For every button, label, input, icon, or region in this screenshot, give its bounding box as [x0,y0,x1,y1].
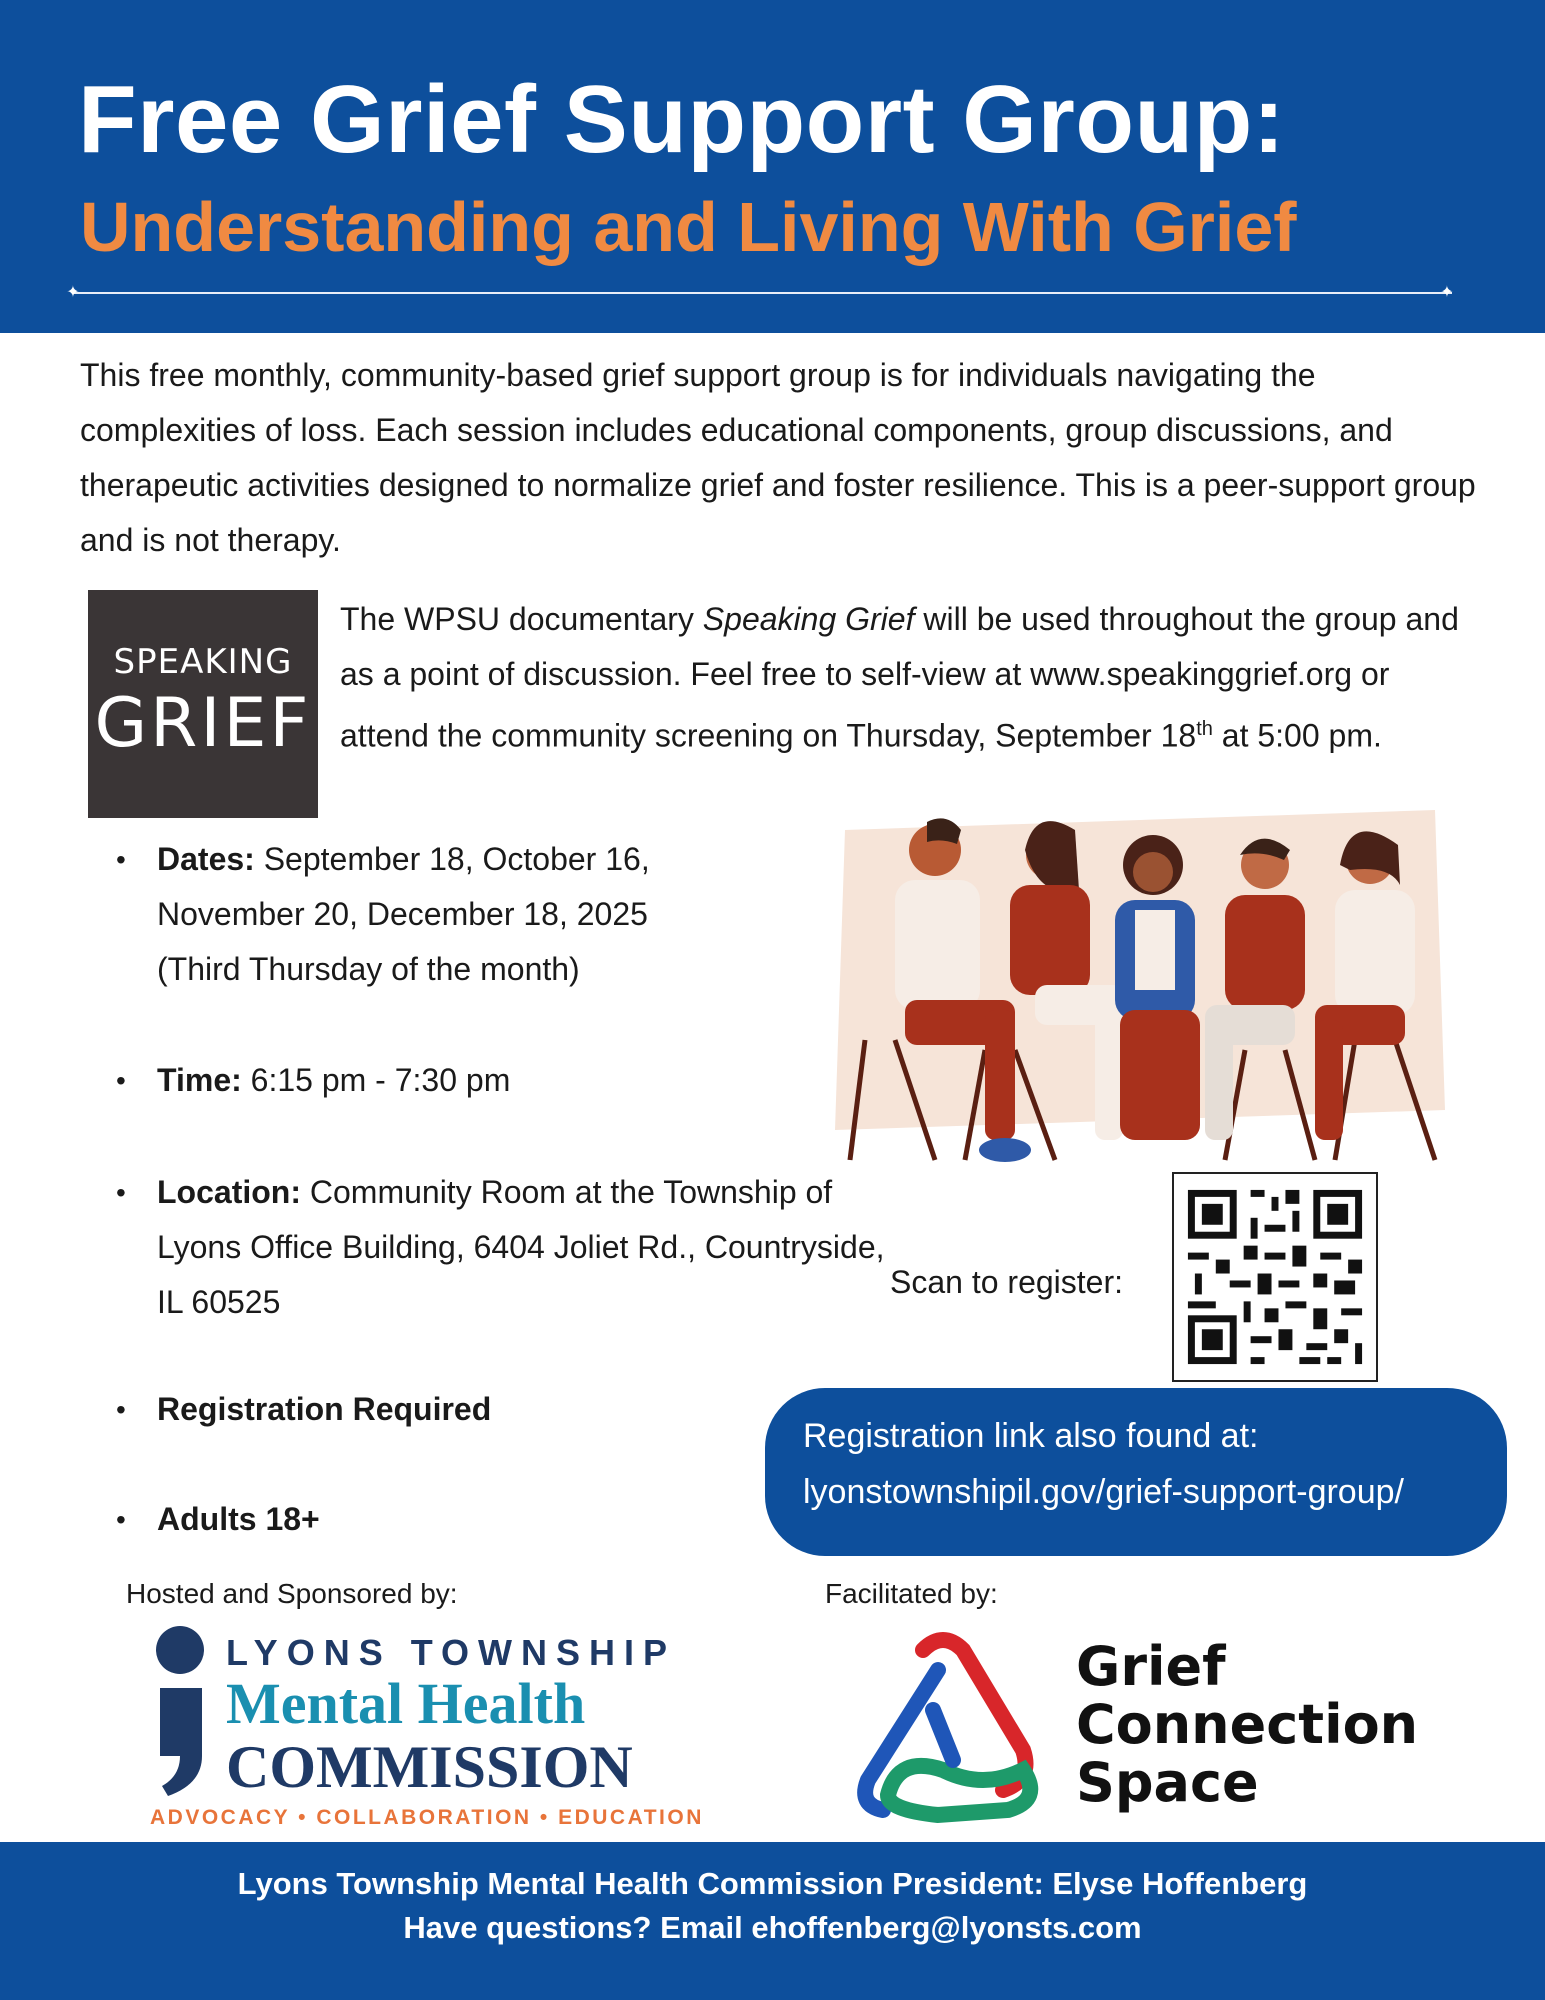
support-group-illustration [835,810,1445,1170]
ltmhc-logo-middle: Mental Health [226,1671,586,1736]
time-value: 6:15 pm - 7:30 pm [241,1062,511,1098]
hosted-by-label: Hosted and Sponsored by: [126,1578,458,1609]
header-divider [72,292,1452,294]
registration-link-label: Registration link also found at: [803,1417,1259,1455]
sparkle-icon: ✦ [66,284,80,301]
bullet-dates [120,832,740,997]
grief-connection-space-wordmark [1076,1635,1419,1814]
bullet-location [120,1165,900,1330]
facilitated-by-label: Facilitated by: [825,1578,998,1609]
sparkle-icon: ✦ [1440,284,1454,301]
footer-banner [0,1842,1545,2000]
documentary-text-middle: will be used throughout the group and as a point of discussion. Feel free to self-view at www.speakinggrief.org or attend the community screening on Thursday, September 18 [340,601,1459,754]
dates-note: (Third Thursday of the month) [157,951,580,987]
ltmhc-logo-bottom: COMMISSION [226,1734,633,1800]
time-label: Time: [157,1062,242,1098]
registration-required: • Registration Required [157,1391,492,1427]
gcs-line2: Connection [1076,1693,1419,1756]
gcs-line3: Space [1076,1751,1259,1814]
date-superscript: th [1196,718,1213,740]
dates-value: September 18, October 16, November 20, December 18, 2025 [157,841,650,932]
lyons-township-mhc-logo [150,1620,710,1840]
location-label: Location: [157,1174,301,1210]
documentary-text-before: The WPSU documentary [340,601,703,637]
documentary-text-after: at 5:00 pm. [1212,717,1382,754]
speaking-grief-logo [88,590,318,818]
documentary-paragraph [340,592,1460,764]
page-title: Free Grief Support Group: [78,66,1286,173]
speaking-grief-logo-line2: GRIEF [94,684,312,763]
footer-president: Lyons Township Mental Health Commission President: Elyse Hoffenberg [237,1866,1308,1901]
dates-label: Dates: [157,841,255,877]
speaking-grief-logo-line1: SPEAKING [113,642,293,682]
registration-qr-code[interactable] [1172,1172,1378,1382]
ltmhc-logo-top: LYONS TOWNSHIP [226,1632,677,1673]
ltmhc-tagline: ADVOCACY • COLLABORATION • EDUCATION [150,1806,704,1829]
grief-connection-space-logo-icon [828,1620,1058,1840]
footer-contact-email[interactable]: Have questions? Email ehoffenberg@lyonsts.com [403,1910,1142,1945]
location-value: Community Room at the Township of Lyons Office Building, 6404 Joliet Rd., Countryside, IL 60525 [157,1174,885,1320]
intro-paragraph: This free monthly, community-based grief support group is for individuals navigating the complexities of loss. Each session includes educational components, group discussions, and therapeutic activities designed to normalize grief and foster resilience. This is a peer-support group and is not therapy. [80,357,1476,558]
documentary-title: Speaking Grief [702,601,915,637]
gcs-line1: Grief [1076,1635,1226,1698]
semicolon-icon [150,1626,214,1796]
registration-link-box [765,1388,1507,1556]
registration-link-url[interactable]: lyonstownshipil.gov/grief-support-group/ [803,1473,1404,1511]
scan-to-register-label: Scan to register: [890,1264,1123,1300]
age-requirement: • Adults 18+ [157,1501,320,1537]
page-subtitle: Understanding and Living With Grief [80,188,1297,266]
bullet-time [120,1053,900,1108]
